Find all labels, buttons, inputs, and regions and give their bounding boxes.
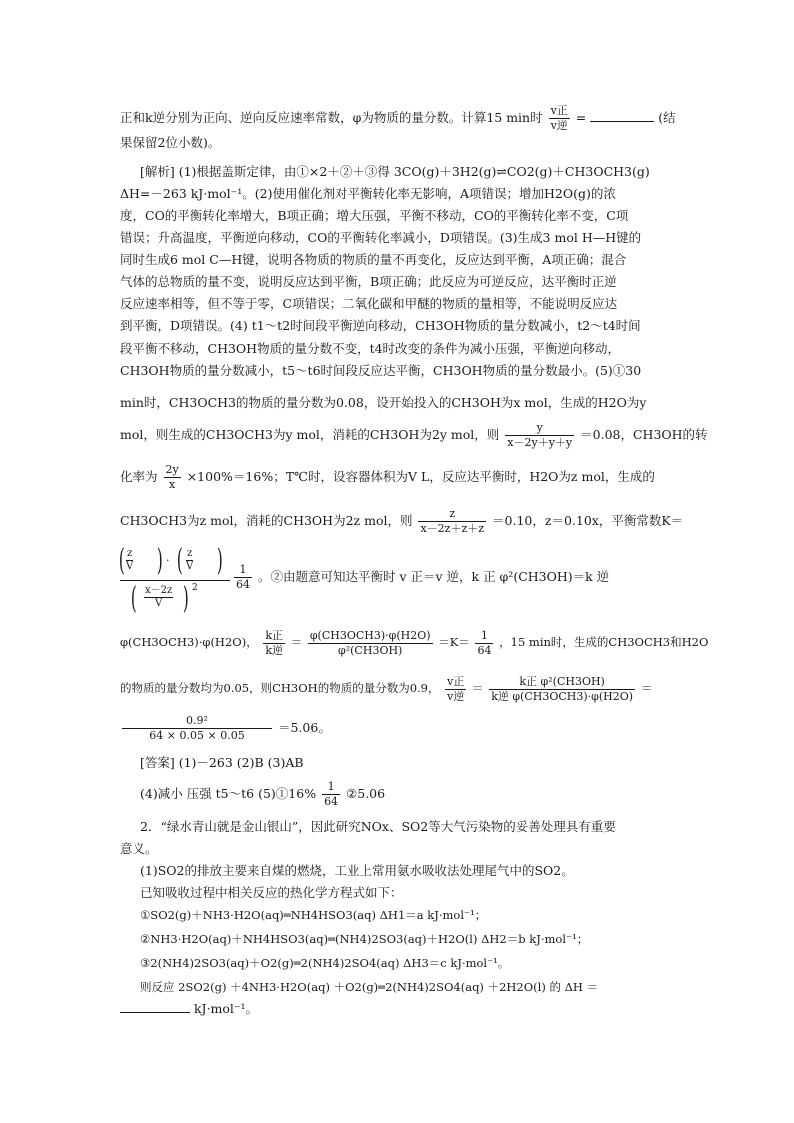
text-span: ＝5.06。 <box>277 720 331 735</box>
text-span: (结 <box>658 110 676 125</box>
text-line: CH3OH物质的量分数减小，t5～t6时间段反应达平衡，CH3OH物质的量分数最小。(5)①30 <box>120 363 642 378</box>
fraction <box>122 714 272 743</box>
fraction-denominator: x <box>169 478 176 491</box>
text-span: 。②由题意可知达平衡时 v 正＝v 逆，k 正 φ²(CH3OH)＝k 逆 <box>257 569 610 584</box>
text-span: ×100%＝16%；T℃时，设容器体积为V L，反应达平衡时，H2O为z mol，生成的 <box>186 469 655 484</box>
answer-line: [答案] (1)－263 (2)B (3)AB <box>140 755 304 770</box>
text-line: 度，CO的平衡转化率增大，B项正确；增大压强，平衡不移动，CO的平衡转化率不变，C项 <box>120 208 629 223</box>
text-span: 的物质的量分数均为0.05，则CH3OH的物质的量分数为0.9， <box>120 681 440 695</box>
equilibrium-constant-fraction <box>120 544 230 617</box>
fraction-denominator: v逆 <box>550 119 568 132</box>
fraction <box>505 421 574 450</box>
fraction-denominator: k逆 <box>265 643 284 657</box>
text-line <box>120 624 709 660</box>
fraction-numerator: φ(CH3OCH3)·φ(H2O) <box>309 628 431 642</box>
fraction-denominator: 64 <box>477 643 492 657</box>
text-span: ②5.06 <box>346 786 386 801</box>
fraction-denominator: x－2z＋z＋z <box>420 522 485 535</box>
fraction <box>322 780 340 809</box>
fraction-numerator: v正 <box>550 104 568 117</box>
text-line: 同时生成6 mol C—H键，说明各物质的物质的量不再变化，反应达到平衡，A项正确；混合 <box>120 252 627 267</box>
text-line: 已知吸收过程中相关反应的热化学方程式如下： <box>140 885 403 900</box>
text-span: CH3OCH3为z mol，消耗的CH3OH为2z mol，则 <box>120 513 413 528</box>
text-line: 段平衡不移动，CH3OH物质的量分数不变，t4时改变的条件为减小压强，平衡逆向移动， <box>120 341 621 356</box>
text-line: 反应速率相等，但不等于零，C项错误；二氧化碳和甲醚的物质的量相等，不能说明反应达 <box>120 296 618 311</box>
fraction <box>263 629 285 658</box>
fraction-numerator: y <box>505 421 574 436</box>
answer-blank <box>120 1000 190 1013</box>
text-line <box>120 418 708 452</box>
fraction-denominator: v逆 <box>447 689 465 703</box>
fraction <box>418 507 486 536</box>
text-line <box>120 104 680 133</box>
text-span: ＝K＝ <box>438 635 470 649</box>
equation-line: ①SO2(g)＋NH3·H2O(aq)═NH4HSO3(aq) ΔH1＝a kJ·mol⁻¹； <box>140 908 487 922</box>
text-span: = <box>575 110 587 125</box>
fraction <box>549 104 570 133</box>
text-line <box>120 1000 680 1018</box>
text-line: (1)SO2的排放主要来自煤的燃烧，工业上常用氨水吸收法处理尾气中的SO2。 <box>140 863 574 878</box>
text-line: 果保留2位小数)。 <box>120 135 221 150</box>
fraction <box>164 463 181 492</box>
fraction <box>489 675 635 704</box>
fraction-numerator: ( z V ) · ( z V ) <box>120 544 230 581</box>
text-line: 气体的总物质的量不变，说明反应达到平衡，B项正确；此反应为可逆反应，达平衡时正逆 <box>120 274 617 289</box>
fraction-numerator: 0.9² <box>122 714 272 729</box>
text-span: ＝ <box>290 635 303 649</box>
fraction-numerator: 1 <box>475 629 493 644</box>
fraction-numerator: k正 <box>265 628 284 642</box>
text-line <box>232 560 682 594</box>
fraction <box>234 563 252 592</box>
answer-blank <box>590 109 654 122</box>
fraction-denominator: ( x－2z V ) 2 <box>130 581 198 616</box>
equation-line: ②NH3·H2O(aq)＋NH4HSO3(aq)═(NH4)2SO3(aq)＋H2O(l) ΔH2＝b kJ·mol⁻¹； <box>140 932 589 946</box>
text-line <box>120 460 680 494</box>
text-line: 则反应 2SO2(g) ＋4NH3·H2O(aq) ＋O2(g)═2(NH4)2SO4(aq) ＋2H2O(l) 的 ΔH ＝ <box>140 980 599 994</box>
text-span: kJ·mol⁻¹。 <box>193 1001 259 1016</box>
fraction-numerator: k正 φ²(CH3OH) <box>489 675 635 690</box>
text-line <box>120 710 680 746</box>
text-span: ＝0.08，CH3OH的转 <box>580 427 708 442</box>
text-span: 化率为 <box>120 469 158 484</box>
text-span: mol，则生成的CH3OCH3为y mol，消耗的CH3OH为2y mol，则 <box>120 427 500 442</box>
text-line: 意义。 <box>120 841 158 856</box>
analysis-line: [解析] (1)根据盖斯定律，由①×2＋②＋③得 3CO(g)＋3H2(g)⇌CO2(g)＋CH3OCH3(g) <box>140 164 650 179</box>
text-line <box>120 670 680 706</box>
fraction-numerator: v正 <box>447 674 465 688</box>
answer-line <box>140 776 700 812</box>
fraction-numerator: 1 <box>322 780 340 795</box>
fraction <box>445 675 466 704</box>
fraction-denominator: φ²(CH3OH) <box>338 643 403 657</box>
text-line: 到平衡，D项错误。(4) t1～t2时间段平衡逆向移动，CH3OH物质的量分数减小，t2～t4时间 <box>120 318 641 333</box>
text-line: min时，CH3OCH3的物质的量分数为0.08，设开始投入的CH3OH为x mol，生成的H2O为y <box>120 395 647 410</box>
text-span: ＝0.10，z＝0.10x，平衡常数K＝ <box>492 513 684 528</box>
text-line: 错误；升高温度，平衡逆向移动，CO的平衡转化率减小，D项错误。(3)生成3 mol H—H键的 <box>120 230 642 245</box>
fraction-numerator: 1 <box>234 563 252 578</box>
fraction-denominator: x－2y＋y＋y <box>507 436 573 449</box>
fraction-numerator: 2y <box>165 463 179 476</box>
fraction-denominator: 64 × 0.05 × 0.05 <box>149 729 245 742</box>
fraction-denominator: k逆 φ(CH3OCH3)·φ(H2O) <box>491 689 634 703</box>
text-span: 正和k逆分别为正向、逆向反应速率常数，φ为物质的量分数。计算15 min时 <box>120 110 543 125</box>
question-line: 2．“绿水青山就是金山银山”，因此研究NOx、SO2等大气污染物的妥善处理具有重要 <box>140 819 616 834</box>
text-line: ΔH=－263 kJ·mol⁻¹。(2)使用催化剂对平衡转化率无影响，A项错误；增加H2O(g)的浓 <box>120 186 616 201</box>
text-span: (4)减小 压强 t5～t6 (5)①16% <box>140 786 317 801</box>
equation-line: ③2(NH4)2SO3(aq)＋O2(g)═2(NH4)2SO4(aq) ΔH3＝c kJ·mol⁻¹。 <box>140 956 510 970</box>
text-line <box>120 504 684 538</box>
fraction <box>308 629 433 658</box>
text-span: ＝ <box>640 681 653 695</box>
text-span: ＝ <box>472 681 484 695</box>
fraction-denominator: 64 <box>324 795 339 808</box>
text-span: φ(CH3OCH3)·φ(H2O)， <box>120 635 258 649</box>
text-span: ，15 min时，生成的CH3OCH3和H2O <box>499 635 709 649</box>
fraction-numerator: z <box>418 507 486 522</box>
fraction-denominator: 64 <box>236 578 250 591</box>
fraction <box>475 629 493 658</box>
